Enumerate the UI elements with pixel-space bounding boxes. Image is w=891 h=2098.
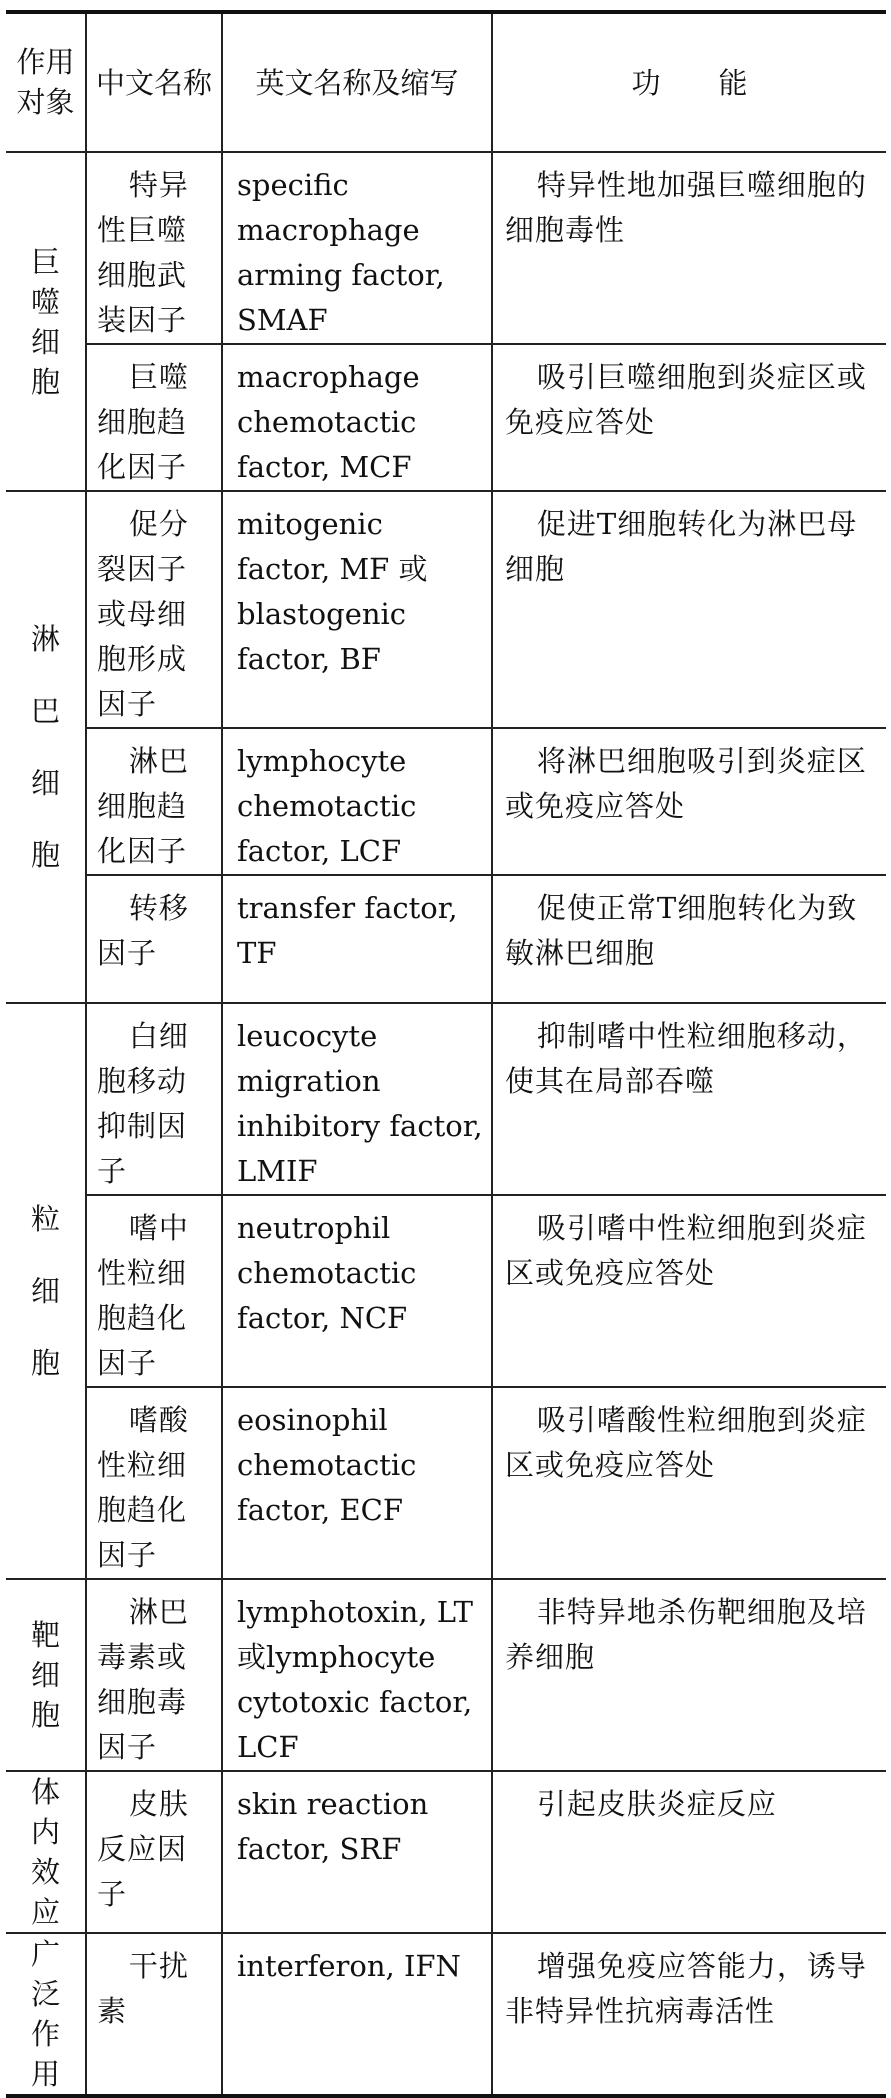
function-cell: 吸引嗜中性粒细胞到炎症区或免疫应答处 — [492, 1195, 886, 1387]
function-cell: 特异性地加强巨噬细胞的细胞毒性 — [492, 152, 886, 344]
cn-name-cell: 淋巴毒素或细胞毒因子 — [86, 1579, 222, 1771]
cn-name-cell: 嗜酸性粒细胞趋化因子 — [86, 1387, 222, 1579]
cn-name-cell: 巨噬细胞趋化因子 — [86, 344, 222, 491]
header-row — [6, 12, 886, 152]
function-cell: 增强免疫应答能力，诱导非特异性抗病毒活性 — [492, 1933, 886, 2096]
header-target: 作用对象 — [6, 12, 86, 152]
cn-name-cell: 皮肤反应因子 — [86, 1771, 222, 1933]
table-row — [6, 152, 886, 344]
cn-name-cell: 特异性巨噬细胞武装因子 — [86, 152, 222, 344]
en-name-cell: transfer factor, TF — [222, 875, 492, 1003]
table-row — [6, 1003, 886, 1195]
target-cell: 淋巴细胞 — [6, 491, 86, 1003]
function-cell: 促进T细胞转化为淋巴母细胞 — [492, 491, 886, 728]
function-cell: 吸引巨噬细胞到炎症区或免疫应答处 — [492, 344, 886, 491]
table-row — [6, 1579, 886, 1771]
en-name-cell: leucocyte migration inhibitory factor, LMIF — [222, 1003, 492, 1195]
table-row — [6, 1933, 886, 2096]
target-cell: 靶细胞 — [6, 1579, 86, 1771]
en-name-cell: macrophage chemotactic factor, MCF — [222, 344, 492, 491]
lymphokine-table — [6, 10, 886, 2098]
header-cn-name: 中文名称 — [86, 12, 222, 152]
cn-name-cell: 嗜中性粒细胞趋化因子 — [86, 1195, 222, 1387]
target-cell: 体内效应 — [6, 1771, 86, 1933]
en-name-cell: interferon, IFN — [222, 1933, 492, 2096]
cn-name-cell: 转移因子 — [86, 875, 222, 1003]
function-cell: 抑制嗜中性粒细胞移动，使其在局部吞噬 — [492, 1003, 886, 1195]
cn-name-cell: 促分裂因子或母细胞形成因子 — [86, 491, 222, 728]
function-cell: 将淋巴细胞吸引到炎症区或免疫应答处 — [492, 728, 886, 875]
function-cell: 引起皮肤炎症反应 — [492, 1771, 886, 1933]
table-row — [6, 875, 886, 1003]
target-cell: 粒细胞 — [6, 1003, 86, 1579]
header-en-name: 英文名称及缩写 — [222, 12, 492, 152]
en-name-cell: skin reaction factor, SRF — [222, 1771, 492, 1933]
table-row — [6, 1195, 886, 1387]
en-name-cell: lymphocyte chemotactic factor, LCF — [222, 728, 492, 875]
cn-name-cell: 干扰素 — [86, 1933, 222, 2096]
table-row — [6, 728, 886, 875]
table-row — [6, 1387, 886, 1579]
function-cell: 吸引嗜酸性粒细胞到炎症区或免疫应答处 — [492, 1387, 886, 1579]
cn-name-cell: 淋巴细胞趋化因子 — [86, 728, 222, 875]
target-cell: 广泛作用 — [6, 1933, 86, 2096]
table-row — [6, 344, 886, 491]
en-name-cell: specific macrophage arming factor, SMAF — [222, 152, 492, 344]
table-row — [6, 1771, 886, 1933]
table-row — [6, 491, 886, 728]
en-name-cell: neutrophil chemotactic factor, NCF — [222, 1195, 492, 1387]
function-cell: 非特异地杀伤靶细胞及培养细胞 — [492, 1579, 886, 1771]
en-name-cell: eosinophil chemotactic factor, ECF — [222, 1387, 492, 1579]
function-cell: 促使正常T细胞转化为致敏淋巴细胞 — [492, 875, 886, 1003]
header-function: 功 能 — [492, 12, 886, 152]
cn-name-cell: 白细胞移动抑制因子 — [86, 1003, 222, 1195]
en-name-cell: mitogenic factor, MF 或blastogenic factor, BF — [222, 491, 492, 728]
en-name-cell: lymphotoxin, LT或lymphocyte cytotoxic factor, LCF — [222, 1579, 492, 1771]
target-cell: 巨噬细胞 — [6, 152, 86, 491]
